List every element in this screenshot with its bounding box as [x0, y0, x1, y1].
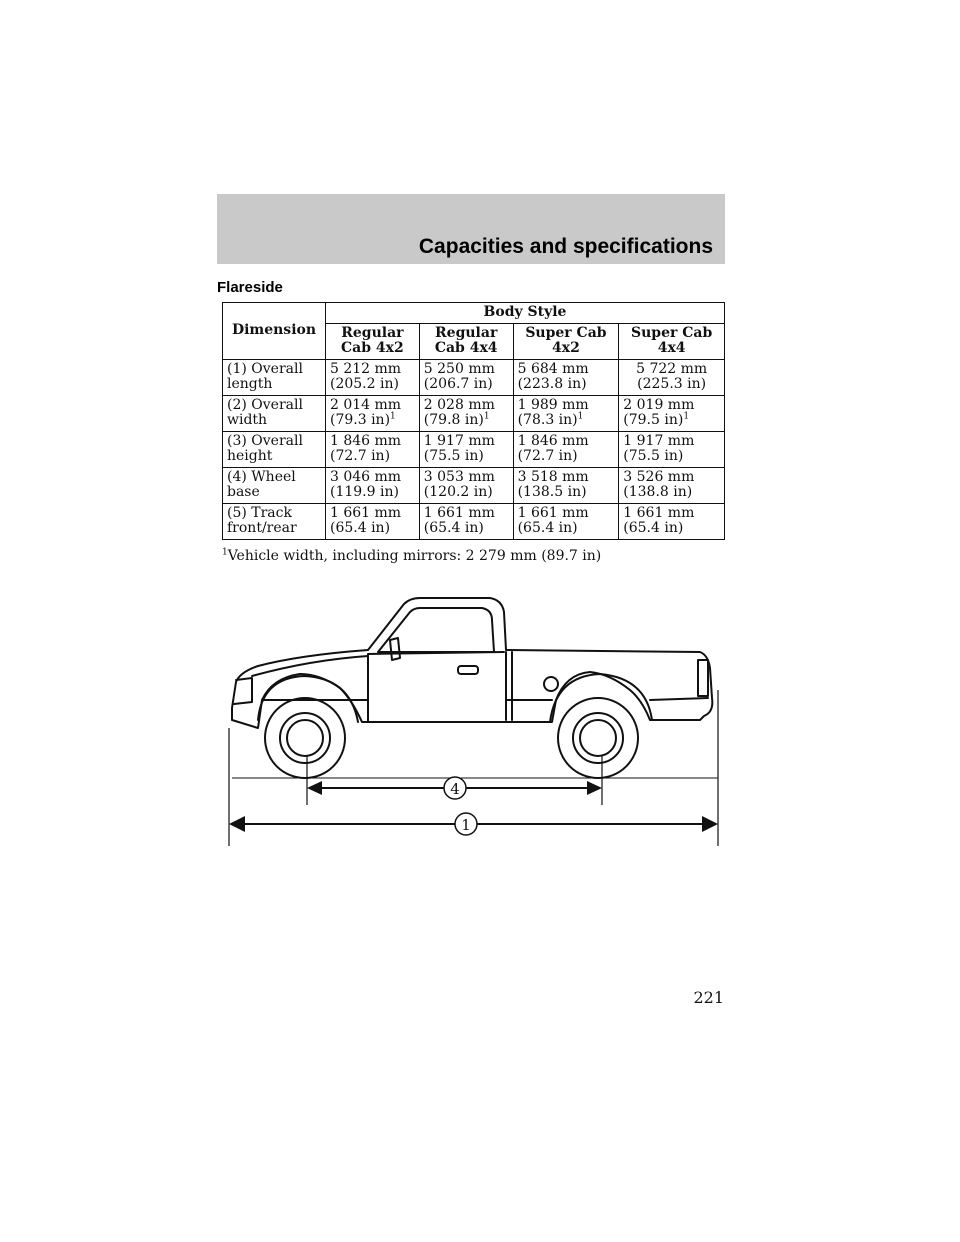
side-mirror — [390, 638, 400, 660]
fuel-door — [544, 677, 558, 691]
column-header: Regular Cab 4x2 — [326, 324, 420, 360]
table-cell: 2 019 mm (79.5 in)$^1$ — [619, 396, 725, 432]
row-label: (4) Wheel base — [223, 468, 326, 504]
table-row — [223, 432, 725, 468]
table-row — [223, 468, 725, 504]
page-number: 221 — [693, 988, 724, 1007]
table-cell: 1 661 mm (65.4 in) — [326, 504, 420, 540]
body-style-header: Body Style — [326, 303, 725, 324]
table-cell: 3 518 mm (138.5 in) — [513, 468, 619, 504]
footnote-marker: 1 — [483, 411, 490, 422]
header-band — [217, 194, 725, 264]
table-cell: 2 028 mm (79.8 in)$^1$ — [419, 396, 513, 432]
rear-wheel — [558, 698, 638, 778]
row-label: (3) Overall height — [223, 432, 326, 468]
table-cell: 1 917 mm (75.5 in) — [619, 432, 725, 468]
table-header-row — [223, 303, 725, 324]
page-title: Capacities and specifications — [418, 235, 713, 258]
wheelbase-label: 4 — [450, 780, 460, 798]
cab-door — [368, 652, 506, 722]
table-row — [223, 396, 725, 432]
table-cell: 5 212 mm (205.2 in) — [326, 360, 420, 396]
footnote-marker: 1 — [577, 411, 584, 422]
column-header: Super Cab 4x4 — [619, 324, 725, 360]
column-header: Regular Cab 4x4 — [419, 324, 513, 360]
truck-diagram — [200, 580, 740, 850]
section-title: Flareside — [217, 279, 283, 296]
front-wheel — [265, 698, 345, 778]
table-cell: 2 014 mm (79.3 in)$^1$ — [326, 396, 420, 432]
table-cell: 3 053 mm (120.2 in) — [419, 468, 513, 504]
footnote-marker: 1 — [390, 411, 396, 422]
tail-light — [698, 660, 708, 696]
table-cell: 5 722 mm (225.3 in) — [619, 360, 725, 396]
table-cell: 1 661 mm (65.4 in) — [513, 504, 619, 540]
table-cell: 3 046 mm (119.9 in) — [326, 468, 420, 504]
table-cell: 5 684 mm (223.8 in) — [513, 360, 619, 396]
dimensions-table — [222, 302, 725, 540]
table-cell: 5 250 mm (206.7 in) — [419, 360, 513, 396]
row-label: (5) Track front/rear — [223, 504, 326, 540]
table-cell: 1 846 mm (72.7 in) — [326, 432, 420, 468]
table-cell: 1 917 mm (75.5 in) — [419, 432, 513, 468]
row-label: (1) Overall length — [223, 360, 326, 396]
footnote: $^1$Vehicle width, including mirrors: 2 279 mm (89.7 in) — [222, 547, 602, 564]
table-row — [223, 504, 725, 540]
door-handle — [458, 666, 478, 674]
dimension-header: Dimension — [223, 303, 326, 360]
footnote-marker: 1 — [222, 547, 228, 558]
table-cell: 1 661 mm (65.4 in) — [419, 504, 513, 540]
truck-body-outline — [232, 598, 712, 728]
footnote-marker: 1 — [683, 411, 690, 422]
overall-length-label: 1 — [461, 816, 471, 834]
table-cell: 1 661 mm (65.4 in) — [619, 504, 725, 540]
table-cell: 1 989 mm (78.3 in)$^1$ — [513, 396, 619, 432]
row-label: (2) Overall width — [223, 396, 326, 432]
column-header: Super Cab 4x2 — [513, 324, 619, 360]
table-row — [223, 360, 725, 396]
table-cell: 1 846 mm (72.7 in) — [513, 432, 619, 468]
table-cell: 3 526 mm (138.8 in) — [619, 468, 725, 504]
